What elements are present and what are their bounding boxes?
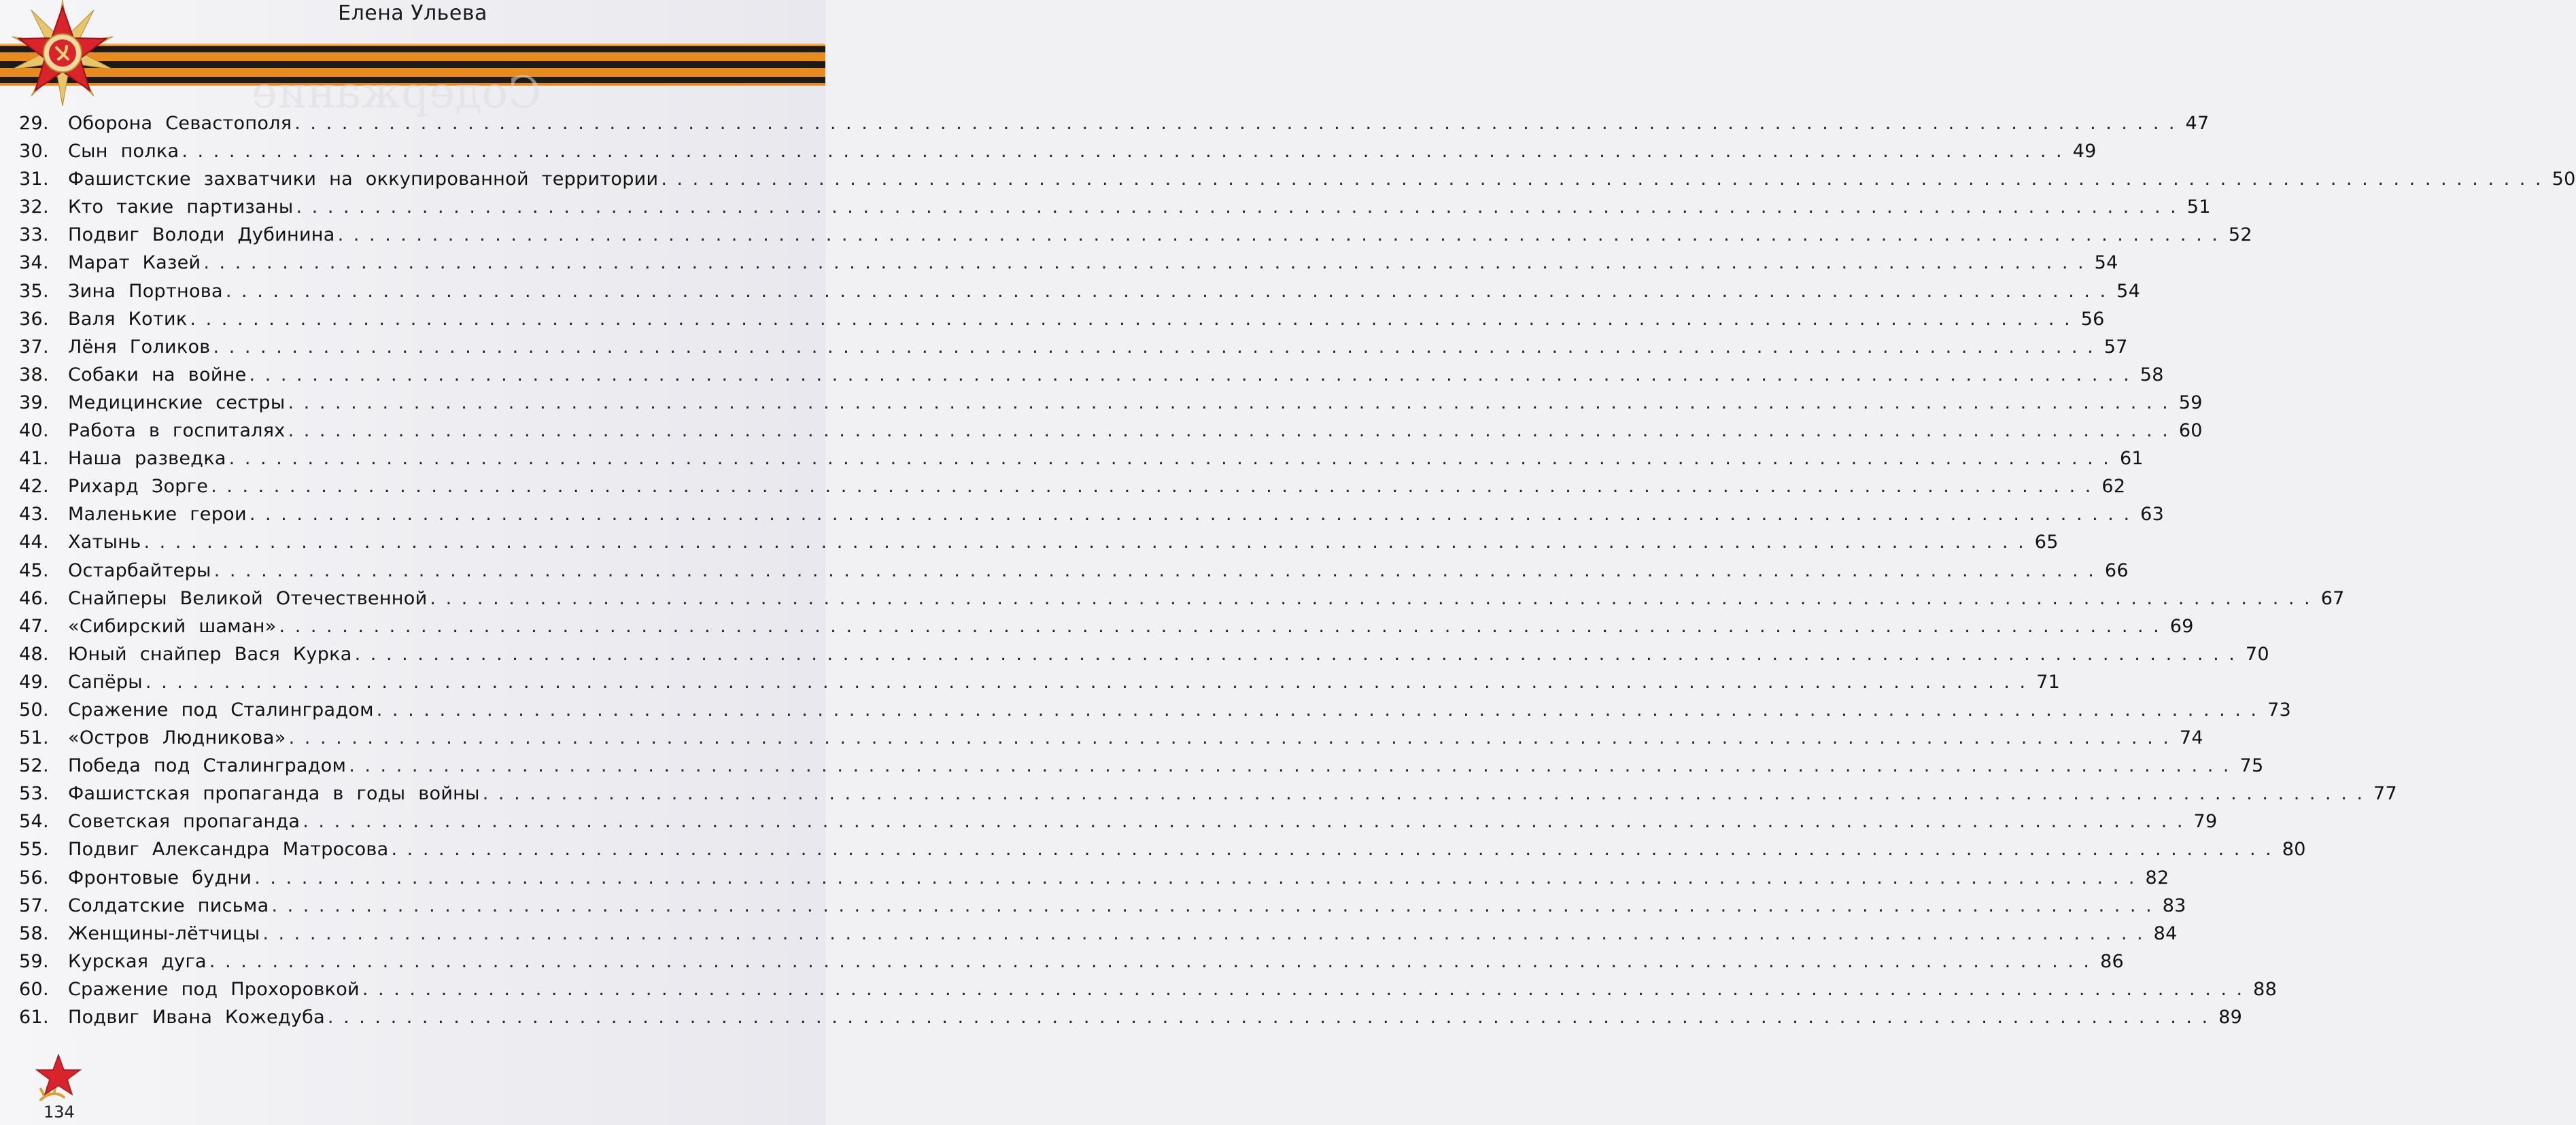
toc-entry-number: 57. [19, 895, 49, 916]
toc-entry [19, 724, 2203, 752]
toc-entry-page: 52 [2228, 224, 2252, 246]
toc-dot-leader: . . . . . . . . . . . . . . . . . . . . . . . . . . . . . . . . . . . . . . . . . . . . . . . . . . . . . . . . . . . . . . . . . . . . . . . . . . . . . . . . . . . . . . . . . . . . . . . . . . . . . . . . . . . . . . . . . . . . . . . . [225, 280, 2108, 302]
toc-entry-number: 59. [19, 950, 49, 972]
toc-dot-leader: . . . . . . . . . . . . . . . . . . . . . . . . . . . . . . . . . . . . . . . . . . . . . . . . . . . . . . . . . . . . . . . . . . . . . . . . . . . . . . . . . . . . . . . . . . . . . . . . . . . . . . . . . . . . . . . . . . . . . . . . [143, 532, 2026, 553]
toc-entry-page: 50 [2552, 169, 2576, 190]
toc-entry-page: 82 [2145, 867, 2169, 888]
toc-entry-page: 75 [2239, 755, 2264, 777]
toc-dot-leader: . . . . . . . . . . . . . . . . . . . . . . . . . . . . . . . . . . . . . . . . . . . . . . . . . . . . . . . . . . . . . . . . . . . . . . . . . . . . . . . . . . . . . . . . . . . . . . . . . . . . . . . . . . . . . . . . . . . . . . . . [391, 839, 2273, 861]
toc-entry-page: 70 [2245, 643, 2269, 665]
toc-entry-title: Солдатские письма [68, 895, 269, 916]
toc-dot-leader: . . . . . . . . . . . . . . . . . . . . . . . . . . . . . . . . . . . . . . . . . . . . . . . . . . . . . . . . . . . . . . . . . . . . . . . . . . . . . . . . . . . . . . . . . . . . . . . . . . . . . . . . . . . . . . . . . . . . . . . . [294, 113, 2177, 134]
toc-entry-title: Юный снайпер Вася Курка [68, 643, 352, 665]
toc-dot-leader: . . . . . . . . . . . . . . . . . . . . . . . . . . . . . . . . . . . . . . . . . . . . . . . . . . . . . . . . . . . . . . . . . . . . . . . . . . . . . . . . . . . . . . . . . . . . . . . . . . . . . . . . . . . . . . . . . . . . . . . . [228, 448, 2111, 470]
toc-entry-page: 67 [2320, 587, 2345, 609]
toc-entry-title: Подвиг Александра Матросова [68, 839, 389, 861]
toc-entry [19, 361, 2164, 389]
toc-entry [19, 333, 2128, 361]
table-of-contents [19, 109, 2576, 1031]
toc-entry-title: Хатынь [68, 532, 141, 553]
author-name: Елена Ульева [338, 1, 487, 25]
toc-dot-leader: . . . . . . . . . . . . . . . . . . . . . . . . . . . . . . . . . . . . . . . . . . . . . . . . . . . . . . . . . . . . . . . . . . . . . . . . . . . . . . . . . . . . . . . . . . . . . . . . . . . . . . . . . . . . . . . . . . . . . . . . [213, 336, 2095, 358]
toc-entry [19, 305, 2105, 333]
toc-entry [19, 277, 2141, 305]
toc-entry [19, 528, 2059, 556]
toc-entry-title: Сын полка [68, 141, 179, 162]
toc-dot-leader: . . . . . . . . . . . . . . . . . . . . . . . . . . . . . . . . . . . . . . . . . . . . . . . . . . . . . . . . . . . . . . . . . . . . . . . . . . . . . . . . . . . . . . . . . . . . . . . . . . . . . . . . . . . . . . . . . . . . . . . . [209, 950, 2092, 972]
toc-dot-leader: . . . . . . . . . . . . . . . . . . . . . . . . . . . . . . . . . . . . . . . . . . . . . . . . . . . . . . . . . . . . . . . . . . . . . . . . . . . . . . . . . . . . . . . . . . . . . . . . . . . . . . . . . . . . . . . . . . . . . . . . [430, 587, 2312, 609]
toc-entry-number: 48. [19, 643, 49, 665]
toc-entry-page: 62 [2101, 476, 2126, 498]
toc-entry-number: 44. [19, 532, 49, 553]
toc-entry-page: 71 [2036, 671, 2061, 693]
show-through-text: Содержание [252, 68, 541, 118]
toc-entry-page: 73 [2267, 699, 2292, 721]
toc-entry-number: 40. [19, 420, 49, 442]
toc-entry-title: Сражение под Сталинградом [68, 699, 374, 721]
toc-entry [19, 1003, 2243, 1031]
toc-entry-page: 47 [2185, 113, 2210, 134]
toc-entry-number: 35. [19, 280, 49, 302]
toc-dot-leader: . . . . . . . . . . . . . . . . . . . . . . . . . . . . . . . . . . . . . . . . . . . . . . . . . . . . . . . . . . . . . . . . . . . . . . . . . . . . . . . . . . . . . . . . . . . . . . . . . . . . . . . . . . . . . . . . . . . . . . . . [182, 141, 2064, 162]
toc-entry [19, 472, 2126, 500]
toc-entry-page: 66 [2104, 559, 2129, 581]
toc-entry-title: Медицинские сестры [68, 392, 286, 413]
toc-entry-title: Марат Казей [68, 252, 201, 274]
toc-entry-number: 34. [19, 252, 49, 274]
toc-entry [19, 193, 2211, 221]
toc-entry-page: 86 [2100, 950, 2125, 972]
toc-entry [19, 137, 2097, 165]
toc-entry-page: 61 [2119, 448, 2144, 470]
toc-dot-leader: . . . . . . . . . . . . . . . . . . . . . . . . . . . . . . . . . . . . . . . . . . . . . . . . . . . . . . . . . . . . . . . . . . . . . . . . . . . . . . . . . . . . . . . . . . . . . . . . . . . . . . . . . . . . . . . . . . . . . . . . [288, 727, 2171, 749]
toc-entry-number: 58. [19, 922, 49, 944]
toc-dot-leader: . . . . . . . . . . . . . . . . . . . . . . . . . . . . . . . . . . . . . . . . . . . . . . . . . . . . . . . . . . . . . . . . . . . . . . . . . . . . . . . . . . . . . . . . . . . . . . . . . . . . . . . . . . . . . . . . . . . . . . . . [279, 615, 2161, 637]
toc-entry-title: Рихард Зорге [68, 476, 209, 498]
toc-entry-page: 65 [2034, 532, 2059, 553]
toc-dot-leader: . . . . . . . . . . . . . . . . . . . . . . . . . . . . . . . . . . . . . . . . . . . . . . . . . . . . . . . . . . . . . . . . . . . . . . . . . . . . . . . . . . . . . . . . . . . . . . . . . . . . . . . . . . . . . . . . . . . . . . . . [303, 811, 2185, 833]
toc-entry-title: Кто такие партизаны [68, 196, 294, 218]
toc-dot-leader: . . . . . . . . . . . . . . . . . . . . . . . . . . . . . . . . . . . . . . . . . . . . . . . . . . . . . . . . . . . . . . . . . . . . . . . . . . . . . . . . . . . . . . . . . . . . . . . . . . . . . . . . . . . . . . . . . . . . . . . . [213, 559, 2096, 581]
toc-entry-page: 56 [2080, 308, 2105, 330]
toc-entry-page: 59 [2178, 392, 2203, 413]
toc-dot-leader: . . . . . . . . . . . . . . . . . . . . . . . . . . . . . . . . . . . . . . . . . . . . . . . . . . . . . . . . . . . . . . . . . . . . . . . . . . . . . . . . . . . . . . . . . . . . . . . . . . . . . . . . . . . . . . . . . . . . . . . . [190, 308, 2072, 330]
toc-entry-page: 60 [2178, 420, 2203, 442]
toc-entry-title: Зина Портнова [68, 280, 223, 302]
toc-dot-leader: . . . . . . . . . . . . . . . . . . . . . . . . . . . . . . . . . . . . . . . . . . . . . . . . . . . . . . . . . . . . . . . . . . . . . . . . . . . . . . . . . . . . . . . . . . . . . . . . . . . . . . . . . . . . . . . . . . . . . . . . [203, 252, 2086, 274]
toc-entry-number: 33. [19, 224, 49, 246]
toc-entry-number: 51. [19, 727, 49, 749]
toc-entry [19, 585, 2345, 612]
toc-entry [19, 975, 2278, 1003]
toc-entry-page: 63 [2140, 504, 2165, 525]
toc-entry [19, 500, 2165, 528]
toc-entry [19, 835, 2306, 863]
toc-entry-number: 43. [19, 504, 49, 525]
toc-dot-leader: . . . . . . . . . . . . . . . . . . . . . . . . . . . . . . . . . . . . . . . . . . . . . . . . . . . . . . . . . . . . . . . . . . . . . . . . . . . . . . . . . . . . . . . . . . . . . . . . . . . . . . . . . . . . . . . . . . . . . . . . [145, 671, 2028, 693]
toc-entry-number: 54. [19, 811, 49, 833]
toc-entry-page: 88 [2253, 978, 2278, 1000]
toc-entry-title: Оборона Севастополя [68, 113, 292, 134]
toc-entry-title: Курская дуга [68, 950, 207, 972]
toc-entry-number: 49. [19, 671, 49, 693]
toc-entry-number: 38. [19, 364, 49, 385]
toc-entry-page: 49 [2072, 141, 2097, 162]
toc-entry-number: 47. [19, 615, 49, 637]
toc-entry-number: 45. [19, 559, 49, 581]
toc-entry [19, 165, 2576, 193]
toc-entry-title: Сапёры [68, 671, 143, 693]
toc-entry-page: 83 [2162, 895, 2186, 916]
toc-entry-title: Фашистская пропаганда в годы войны [68, 783, 480, 805]
toc-dot-leader: . . . . . . . . . . . . . . . . . . . . . . . . . . . . . . . . . . . . . . . . . . . . . . . . . . . . . . . . . . . . . . . . . . . . . . . . . . . . . . . . . . . . . . . . . . . . . . . . . . . . . . . . . . . . . . . . . . . . . . . . [376, 699, 2259, 721]
toc-entry-number: 46. [19, 587, 49, 609]
toc-entry [19, 696, 2292, 724]
toc-entry-number: 31. [19, 169, 49, 190]
red-star-icon [34, 1052, 88, 1107]
toc-entry-title: Женщины-лётчицы [68, 922, 260, 944]
toc-dot-leader: . . . . . . . . . . . . . . . . . . . . . . . . . . . . . . . . . . . . . . . . . . . . . . . . . . . . . . . . . . . . . . . . . . . . . . . . . . . . . . . . . . . . . . . . . . . . . . . . . . . . . . . . . . . . . . . . . . . . . . . . [362, 978, 2245, 1000]
toc-entry-title: Работа в госпиталях [68, 420, 286, 442]
toc-entry [19, 864, 2169, 892]
toc-entry-page: 84 [2153, 922, 2178, 944]
toc-dot-leader: . . . . . . . . . . . . . . . . . . . . . . . . . . . . . . . . . . . . . . . . . . . . . . . . . . . . . . . . . . . . . . . . . . . . . . . . . . . . . . . . . . . . . . . . . . . . . . . . . . . . . . . . . . . . . . . . . . . . . . . . [296, 196, 2178, 218]
toc-dot-leader: . . . . . . . . . . . . . . . . . . . . . . . . . . . . . . . . . . . . . . . . . . . . . . . . . . . . . . . . . . . . . . . . . . . . . . . . . . . . . . . . . . . . . . . . . . . . . . . . . . . . . . . . . . . . . . . . . . . . . . . . [482, 783, 2365, 805]
toc-dot-leader: . . . . . . . . . . . . . . . . . . . . . . . . . . . . . . . . . . . . . . . . . . . . . . . . . . . . . . . . . . . . . . . . . . . . . . . . . . . . . . . . . . . . . . . . . . . . . . . . . . . . . . . . . . . . . . . . . . . . . . . . [262, 922, 2145, 944]
toc-entry-title: Остарбайтеры [68, 559, 211, 581]
toc-entry-title: Советская пропаганда [68, 811, 300, 833]
toc-dot-leader: . . . . . . . . . . . . . . . . . . . . . . . . . . . . . . . . . . . . . . . . . . . . . . . . . . . . . . . . . . . . . . . . . . . . . . . . . . . . . . . . . . . . . . . . . . . . . . . . . . . . . . . . . . . . . . . . . . . . . . . . [211, 476, 2093, 498]
toc-entry-number: 29. [19, 113, 49, 134]
toc-entry-page: 89 [2218, 1007, 2243, 1028]
toc-entry-number: 55. [19, 839, 49, 861]
toc-entry-number: 52. [19, 755, 49, 777]
toc-entry-number: 36. [19, 308, 49, 330]
toc-entry-number: 41. [19, 448, 49, 470]
toc-entry-title: Фронтовые будни [68, 867, 252, 888]
toc-entry-page: 57 [2103, 336, 2128, 358]
toc-entry [19, 892, 2186, 920]
toc-entry [19, 445, 2144, 472]
toc-entry-page: 69 [2169, 615, 2194, 637]
page-number: 134 [44, 1103, 75, 1122]
toc-entry-page: 77 [2373, 783, 2397, 805]
toc-entry [19, 557, 2129, 585]
toc-entry-number: 42. [19, 476, 49, 498]
toc-entry [19, 752, 2264, 780]
toc-entry-number: 39. [19, 392, 49, 413]
toc-entry-page: 54 [2116, 280, 2141, 302]
toc-entry-title: Подвиг Володи Дубинина [68, 224, 335, 246]
toc-entry-number: 61. [19, 1007, 49, 1028]
toc-dot-leader: . . . . . . . . . . . . . . . . . . . . . . . . . . . . . . . . . . . . . . . . . . . . . . . . . . . . . . . . . . . . . . . . . . . . . . . . . . . . . . . . . . . . . . . . . . . . . . . . . . . . . . . . . . . . . . . . . . . . . . . . [249, 504, 2132, 525]
toc-entry-number: 37. [19, 336, 49, 358]
toc-entry-number: 56. [19, 867, 49, 888]
toc-dot-leader: . . . . . . . . . . . . . . . . . . . . . . . . . . . . . . . . . . . . . . . . . . . . . . . . . . . . . . . . . . . . . . . . . . . . . . . . . . . . . . . . . . . . . . . . . . . . . . . . . . . . . . . . . . . . . . . . . . . . . . . . [349, 755, 2231, 777]
toc-entry-number: 53. [19, 783, 49, 805]
toc-entry [19, 780, 2397, 808]
toc-dot-leader: . . . . . . . . . . . . . . . . . . . . . . . . . . . . . . . . . . . . . . . . . . . . . . . . . . . . . . . . . . . . . . . . . . . . . . . . . . . . . . . . . . . . . . . . . . . . . . . . . . . . . . . . . . . . . . . . . . . . . . . . [661, 169, 2543, 190]
toc-entry [19, 948, 2125, 975]
toc-entry-page: 74 [2179, 727, 2203, 749]
toc-dot-leader: . . . . . . . . . . . . . . . . . . . . . . . . . . . . . . . . . . . . . . . . . . . . . . . . . . . . . . . . . . . . . . . . . . . . . . . . . . . . . . . . . . . . . . . . . . . . . . . . . . . . . . . . . . . . . . . . . . . . . . . . [249, 364, 2131, 385]
toc-dot-leader: . . . . . . . . . . . . . . . . . . . . . . . . . . . . . . . . . . . . . . . . . . . . . . . . . . . . . . . . . . . . . . . . . . . . . . . . . . . . . . . . . . . . . . . . . . . . . . . . . . . . . . . . . . . . . . . . . . . . . . . . [271, 895, 2154, 916]
toc-entry [19, 109, 2210, 137]
toc-entry-title: Победа под Сталинградом [68, 755, 347, 777]
toc-entry-title: «Сибирский шаман» [68, 615, 277, 637]
toc-entry-number: 60. [19, 978, 49, 1000]
toc-entry-title: Лёня Голиков [68, 336, 211, 358]
toc-dot-leader: . . . . . . . . . . . . . . . . . . . . . . . . . . . . . . . . . . . . . . . . . . . . . . . . . . . . . . . . . . . . . . . . . . . . . . . . . . . . . . . . . . . . . . . . . . . . . . . . . . . . . . . . . . . . . . . . . . . . . . . . [337, 224, 2220, 246]
toc-entry [19, 221, 2252, 249]
toc-entry [19, 808, 2218, 835]
toc-entry-page: 54 [2094, 252, 2118, 274]
toc-entry [19, 249, 2118, 277]
toc-entry-title: Маленькие герои [68, 504, 247, 525]
toc-dot-leader: . . . . . . . . . . . . . . . . . . . . . . . . . . . . . . . . . . . . . . . . . . . . . . . . . . . . . . . . . . . . . . . . . . . . . . . . . . . . . . . . . . . . . . . . . . . . . . . . . . . . . . . . . . . . . . . . . . . . . . . . [288, 392, 2170, 413]
toc-entry-title: Наша разведка [68, 448, 226, 470]
toc-dot-leader: . . . . . . . . . . . . . . . . . . . . . . . . . . . . . . . . . . . . . . . . . . . . . . . . . . . . . . . . . . . . . . . . . . . . . . . . . . . . . . . . . . . . . . . . . . . . . . . . . . . . . . . . . . . . . . . . . . . . . . . . [254, 867, 2137, 888]
toc-entry-page: 58 [2140, 364, 2164, 385]
toc-entry-title: Собаки на войне [68, 364, 247, 385]
toc-entry [19, 668, 2061, 696]
toc-entry-title: «Остров Людникова» [68, 727, 286, 749]
toc-entry-number: 50. [19, 699, 49, 721]
toc-entry-title: Сражение под Прохоровкой [68, 978, 360, 1000]
toc-entry-title: Фашистские захватчики на оккупированной территории [68, 169, 659, 190]
toc-entry-title: Валя Котик [68, 308, 188, 330]
toc-dot-leader: . . . . . . . . . . . . . . . . . . . . . . . . . . . . . . . . . . . . . . . . . . . . . . . . . . . . . . . . . . . . . . . . . . . . . . . . . . . . . . . . . . . . . . . . . . . . . . . . . . . . . . . . . . . . . . . . . . . . . . . . [327, 1007, 2210, 1028]
toc-entry [19, 640, 2269, 668]
toc-entry-number: 32. [19, 196, 49, 218]
toc-entry [19, 417, 2203, 445]
toc-entry [19, 920, 2178, 948]
toc-entry [19, 612, 2194, 640]
toc-entry-page: 80 [2282, 839, 2306, 861]
toc-dot-leader: . . . . . . . . . . . . . . . . . . . . . . . . . . . . . . . . . . . . . . . . . . . . . . . . . . . . . . . . . . . . . . . . . . . . . . . . . . . . . . . . . . . . . . . . . . . . . . . . . . . . . . . . . . . . . . . . . . . . . . . . [354, 643, 2237, 665]
toc-entry-page: 51 [2186, 196, 2211, 218]
toc-entry-title: Подвиг Ивана Кожедуба [68, 1007, 325, 1028]
toc-dot-leader: . . . . . . . . . . . . . . . . . . . . . . . . . . . . . . . . . . . . . . . . . . . . . . . . . . . . . . . . . . . . . . . . . . . . . . . . . . . . . . . . . . . . . . . . . . . . . . . . . . . . . . . . . . . . . . . . . . . . . . . . [288, 420, 2170, 442]
toc-entry [19, 389, 2203, 417]
toc-entry-title: Снайперы Великой Отечественной [68, 587, 428, 609]
toc-entry-page: 79 [2193, 811, 2218, 833]
toc-entry-number: 30. [19, 141, 49, 162]
